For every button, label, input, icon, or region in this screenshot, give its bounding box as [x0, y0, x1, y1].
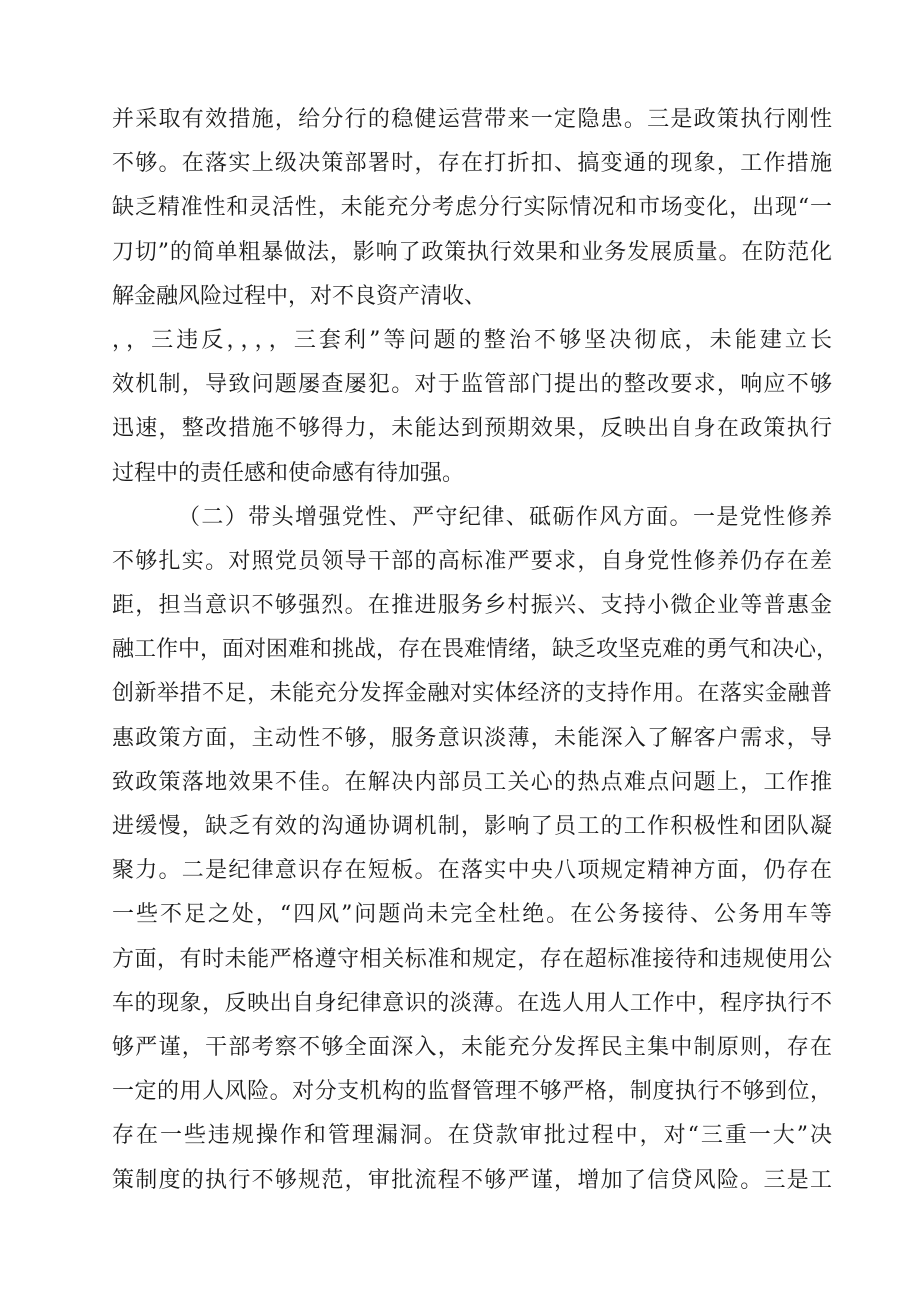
text-line: 迅速，整改措施不够得力，未能达到预期效果，反映出自身在政策执行 — [112, 416, 832, 442]
text-line: 进缓慢，缺乏有效的沟通协调机制，影响了员工的工作积极性和团队凝 — [112, 814, 832, 839]
text-line: 致政策落地效果不佳。在解决内部员工关心的热点难点问题上，工作推 — [112, 769, 832, 795]
text-line: 并采取有效措施，给分行的稳健运营带来一定隐患。三是政策执行刚性 — [112, 107, 832, 132]
text-line: 方面，有时未能严格遵守相关标准和规定，存在超标准接待和违规使用公 — [112, 946, 832, 972]
text-line: 融工作中，面对困难和挑战，存在畏难情绪，缺乏攻坚克难的勇气和决心， — [112, 637, 839, 663]
text-line: 创新举措不足，未能充分发挥金融对实体经济的支持作用。在落实金融普 — [112, 681, 832, 707]
text-line: ，，三违反，，，，三套利”等问题的整治不够坚决彻底，未能建立长 — [112, 327, 832, 353]
text-line: 不够。在落实上级决策部署时，存在打折扣、搞变通的现象，工作措施 — [112, 151, 832, 177]
text-line: 一定的用人风险。对分支机构的监督管理不够严格，制度执行不够到位， — [112, 1079, 832, 1105]
text-line: 缺乏精准性和灵活性，未能充分考虑分行实际情况和市场变化，出现“一 — [112, 195, 832, 221]
text-line: 刀切”的简单粗暴做法，影响了政策执行效果和业务发展质量。在防范化 — [112, 239, 832, 265]
text-line: 惠政策方面，主动性不够，服务意识淡薄，未能深入了解客户需求，导 — [112, 725, 832, 751]
text-line: 一些不足之处，“四风”问题尚未完全杜绝。在公务接待、公务用车等 — [112, 902, 832, 928]
section-heading-line: （二）带头增强党性、严守纪律、砥砺作风方面。一是党性修养 — [178, 504, 832, 530]
text-line: 解金融风险过程中，对不良资产清收、 — [112, 283, 487, 309]
text-line: 策制度的执行不够规范，审批流程不够严谨，增加了信贷风险。三是工 — [112, 1167, 832, 1193]
text-line: 聚力。二是纪律意识存在短板。在落实中央八项规定精神方面，仍存在 — [112, 858, 832, 884]
text-line: 效机制，导致问题屡查屡犯。对于监管部门提出的整改要求，响应不够 — [112, 372, 832, 398]
text-line: 车的现象，反映出自身纪律意识的淡薄。在选人用人工作中，程序执行不 — [112, 990, 832, 1016]
text-line: 够严谨，干部考察不够全面深入，未能充分发挥民主集中制原则，存在 — [112, 1034, 832, 1060]
body-text — [112, 98, 839, 1203]
text-line: 距，担当意识不够强烈。在推进服务乡村振兴、支持小微企业等普惠金 — [112, 593, 832, 619]
text-line: 过程中的责任感和使命感有待加强。 — [112, 460, 465, 486]
text-line: 存在一些违规操作和管理漏洞。在贷款审批过程中，对“三重一大”决 — [112, 1123, 832, 1149]
text-line: 不够扎实。对照党员领导干部的高标准严要求，自身党性修养仍存在差 — [112, 548, 832, 574]
